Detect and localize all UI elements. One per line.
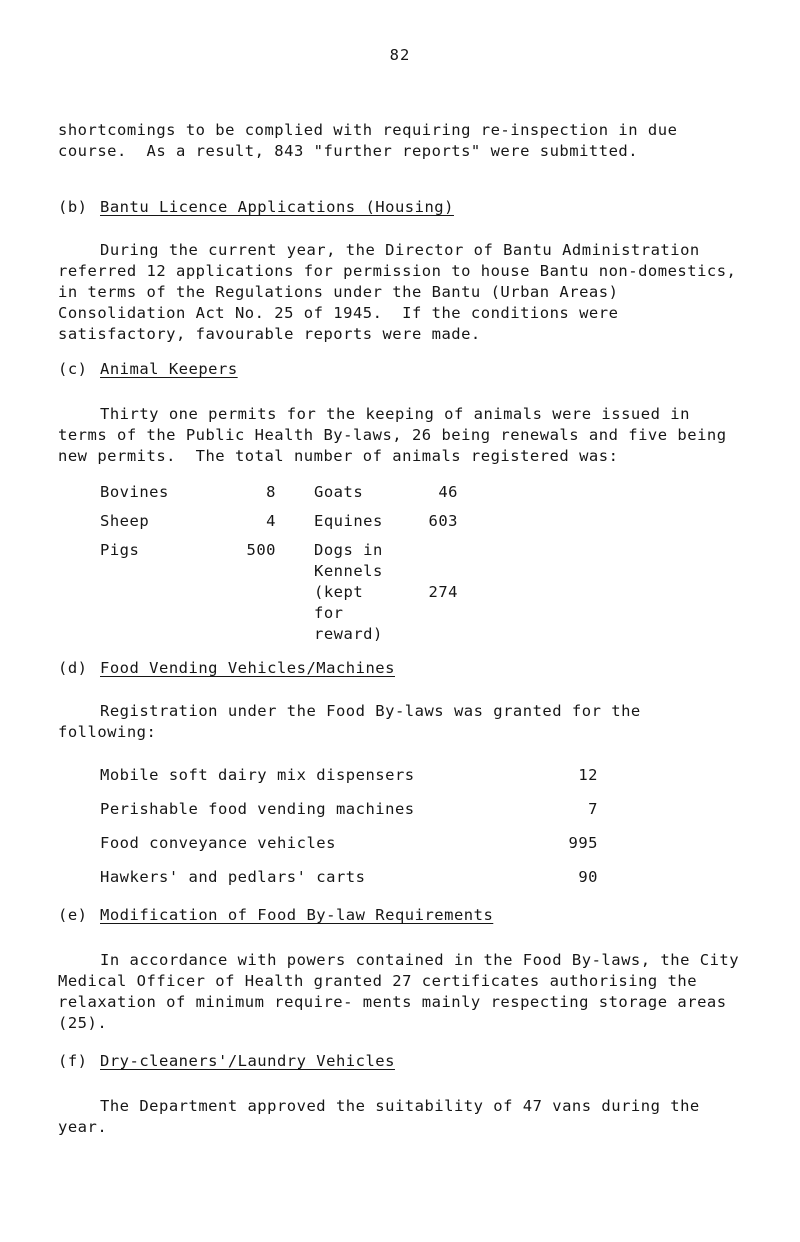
section-d-label: (d) (58, 659, 88, 677)
section-c-body (58, 404, 748, 467)
section-b-body (58, 240, 748, 345)
intro-paragraph (58, 120, 748, 162)
section-f-heading (58, 1050, 395, 1072)
intro-text: shortcomings to be complied with requiring re-inspection in due course. As a result, 843 "further reports" were submitted. (58, 121, 688, 160)
vending-item-name: Perishable food vending machines (100, 800, 415, 818)
section-f-label: (f) (58, 1052, 88, 1070)
section-b-text: During the current year, the Director of Bantu Administration referred 12 applications for permission to house Bantu non-domestics, in terms of the Regulations under the Bantu (Urban Areas) Consolidation Act No. 25 of 1945. If the conditions were satisfactory, favourable reports were made. (58, 241, 747, 343)
section-f-body (58, 1096, 748, 1138)
section-d-title: Food Vending Vehicles/Machines (100, 659, 395, 677)
animal-name: Bovines (100, 483, 169, 501)
section-e-label: (e) (58, 906, 88, 924)
section-e-heading (58, 904, 493, 926)
section-c-text: Thirty one permits for the keeping of animals were issued in terms of the Public Health By-laws, 26 being renewals and five being new permits. The total number of animals registered was: (58, 405, 737, 465)
section-f-title: Dry-cleaners'/Laundry Vehicles (100, 1052, 395, 1070)
section-b-label: (b) (58, 198, 88, 216)
vending-item-count: 90 (578, 868, 598, 886)
section-c-label: (c) (58, 360, 88, 378)
animal-count: 603 (428, 512, 458, 530)
animal-count: 8 (266, 483, 276, 501)
animal-count: 4 (266, 512, 276, 530)
vending-item-name: Hawkers' and pedlars' carts (100, 868, 366, 886)
animal-count: 46 (438, 483, 458, 501)
animal-name: Goats (314, 483, 364, 501)
section-b-title: Bantu Licence Applications (Housing) (100, 198, 454, 216)
section-d-body (58, 701, 748, 743)
animal-count: 274 (428, 583, 458, 601)
vending-item-count: 995 (568, 834, 598, 852)
section-e-text: In accordance with powers contained in the Food By-laws, the City Medical Officer of Health granted 27 certificates authorising the relaxation of minimum require- ments mainly respecting storage areas (25). (58, 951, 749, 1032)
animal-name: Sheep (100, 512, 150, 530)
vending-item-count: 12 (578, 766, 598, 784)
section-f-text: The Department approved the suitability of 47 vans during the year. (58, 1097, 710, 1136)
section-e-title: Modification of Food By-law Requirements (100, 906, 494, 924)
page-number: 82 (389, 46, 411, 64)
animal-count: 500 (246, 541, 276, 559)
section-d-heading (58, 657, 395, 679)
vending-item-name: Mobile soft dairy mix dispensers (100, 766, 415, 784)
animal-name: Equines (314, 512, 383, 530)
section-d-text: Registration under the Food By-laws was granted for the following: (58, 702, 651, 741)
animal-name: Dogs in Kennels (kept for reward) (314, 541, 383, 643)
section-c-heading (58, 358, 238, 380)
section-b-heading (58, 196, 454, 218)
vending-item-name: Food conveyance vehicles (100, 834, 336, 852)
section-c-title: Animal Keepers (100, 360, 238, 378)
vending-item-count: 7 (588, 800, 598, 818)
animal-name: Pigs (100, 541, 140, 559)
section-e-body (58, 950, 748, 1034)
